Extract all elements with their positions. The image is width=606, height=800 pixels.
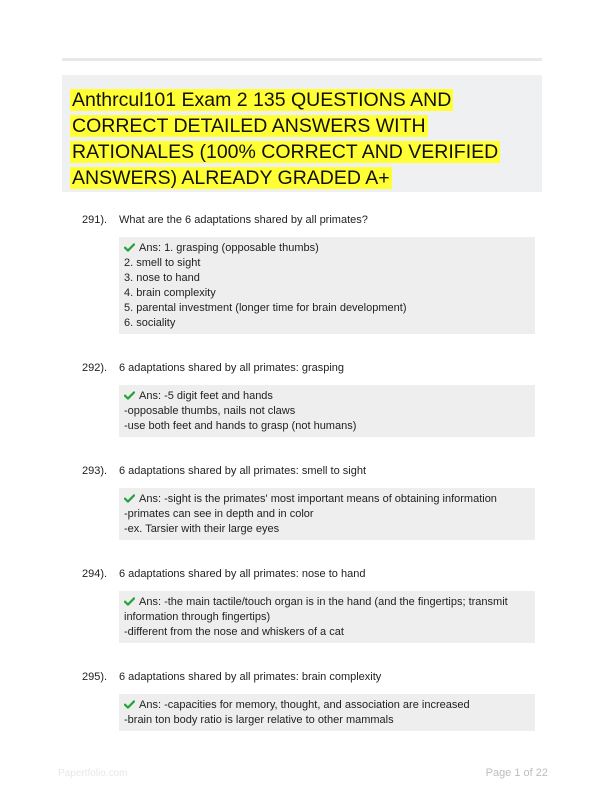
answer-line [124, 522, 529, 537]
answer-line [124, 404, 529, 419]
question-number: 293). [82, 465, 108, 477]
answer-line [124, 625, 529, 640]
question-text: What are the 6 adaptations shared by all primates? [119, 214, 368, 226]
answer-line-text: 2. smell to sight [124, 257, 201, 269]
answer-line-text: 3. nose to hand [124, 272, 200, 284]
checkmark-icon [124, 243, 135, 252]
answer-line-text: Ans: -capacities for memory, thought, and association are increased [139, 699, 470, 711]
question-text: 6 adaptations shared by all primates: nose to hand [119, 568, 366, 580]
document-title-text: Anthrcul101 Exam 2 135 QUESTIONS AND CORRECT DETAILED ANSWERS WITH RATIONALES (100% CORRECT AND VERIFIED ANSWERS) ALREADY GRADED A+ [72, 89, 499, 189]
question-item [0, 360, 606, 437]
answer-line [124, 492, 529, 507]
answer-line-text: -use both feet and hands to grasp (not humans) [124, 420, 357, 432]
footer-watermark: Papertfolio.com [58, 768, 128, 779]
answer-line-text: 6. sociality [124, 317, 176, 329]
top-divider [62, 58, 542, 61]
answer-line [124, 241, 529, 256]
answer-line [124, 301, 529, 316]
question-text: 6 adaptations shared by all primates: smell to sight [119, 465, 367, 477]
answer-line-text: -brain ton body ratio is larger relative to other mammals [124, 714, 394, 726]
answer-line [124, 595, 529, 625]
answer-line-text: -ex. Tarsier with their large eyes [124, 523, 280, 535]
checkmark-icon [124, 597, 135, 606]
answer-line-text: Ans: 1. grasping (opposable thumbs) [139, 242, 319, 254]
answer-box [119, 488, 535, 540]
answer-line [124, 419, 529, 434]
checkmark-icon [124, 391, 135, 400]
answer-line [124, 698, 529, 713]
question-text: 6 adaptations shared by all primates: brain complexity [119, 671, 382, 683]
question-number: 292). [82, 362, 108, 374]
question-item [0, 463, 606, 540]
answer-line-text: 4. brain complexity [124, 287, 216, 299]
answer-line-text: Ans: -5 digit feet and hands [139, 390, 273, 402]
checkmark-icon [124, 700, 135, 709]
answer-line [124, 713, 529, 728]
page-number: Page 1 of 22 [485, 767, 548, 779]
question-item [0, 669, 606, 731]
question-item [0, 566, 606, 643]
answer-box [119, 385, 535, 437]
checkmark-icon [124, 494, 135, 503]
answer-box [119, 694, 535, 731]
document-title [70, 87, 534, 191]
question-text: 6 adaptations shared by all primates: grasping [119, 362, 345, 374]
question-number: 295). [82, 671, 108, 683]
title-banner [62, 75, 542, 192]
answer-line [124, 316, 529, 331]
question-number: 294). [82, 568, 108, 580]
answer-box [119, 591, 535, 643]
answer-line [124, 286, 529, 301]
answer-line [124, 507, 529, 522]
question-item [0, 212, 606, 334]
answer-line [124, 271, 529, 286]
question-number: 291). [82, 214, 108, 226]
answer-line [124, 256, 529, 271]
answer-line-text: Ans: -sight is the primates' most important means of obtaining information [139, 493, 497, 505]
answer-line-text: -opposable thumbs, nails not claws [124, 405, 296, 417]
answer-line-text: 5. parental investment (longer time for brain development) [124, 302, 407, 314]
answer-line-text: Ans: -the main tactile/touch organ is in the hand (and the fingertips; transmit information through fingertips) [124, 596, 508, 623]
question-list [0, 212, 606, 757]
answer-box [119, 237, 535, 334]
answer-line [124, 389, 529, 404]
answer-line-text: -primates can see in depth and in color [124, 508, 314, 520]
answer-line-text: -different from the nose and whiskers of a cat [124, 626, 344, 638]
